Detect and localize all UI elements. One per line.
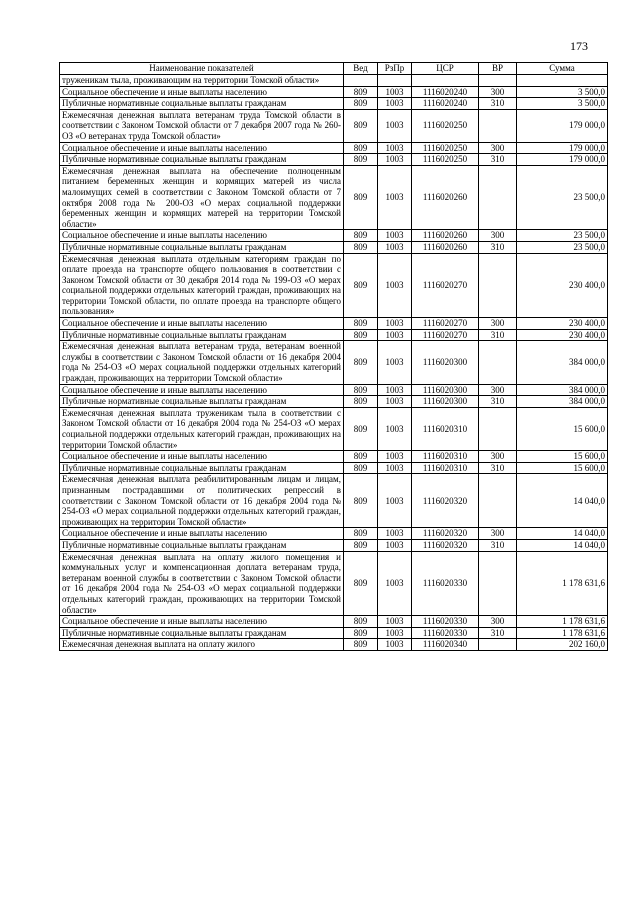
table-row: [60, 474, 608, 528]
cell-vr: [479, 474, 517, 528]
cell-csr: 1116020330: [412, 627, 479, 639]
cell-name: Социальное обеспечение и иные выплаты населению: [60, 384, 344, 396]
cell-ved: 809: [344, 98, 378, 110]
cell-csr: 1116020310: [412, 451, 479, 463]
cell-ved: 809: [344, 341, 378, 384]
cell-csr: 1116020320: [412, 539, 479, 551]
cell-name: Ежемесячная денежная выплата на оплату жилого: [60, 639, 344, 651]
cell-csr: 1116020330: [412, 551, 479, 616]
cell-vr: [479, 341, 517, 384]
cell-rzpr: 1003: [378, 616, 412, 628]
cell-rzpr: 1003: [378, 407, 412, 450]
cell-ved: 809: [344, 109, 378, 142]
budget-table: [59, 62, 608, 651]
cell-vr: 310: [479, 329, 517, 341]
header-vr: ВР: [479, 63, 517, 75]
cell-vr: 310: [479, 98, 517, 110]
cell-name: Социальное обеспечение и иные выплаты населению: [60, 451, 344, 463]
cell-ved: 809: [344, 474, 378, 528]
cell-name: Публичные нормативные социальные выплаты гражданам: [60, 329, 344, 341]
header-name: Наименование показателей: [60, 63, 344, 75]
cell-rzpr: 1003: [378, 329, 412, 341]
cell-sum: 1 178 631,6: [517, 627, 608, 639]
cell-csr: 1116020320: [412, 474, 479, 528]
cell-ved: 809: [344, 627, 378, 639]
table-row: [60, 616, 608, 628]
cell-name: Публичные нормативные социальные выплаты гражданам: [60, 154, 344, 166]
cell-sum: 230 400,0: [517, 253, 608, 318]
cell-vr: 310: [479, 241, 517, 253]
cell-rzpr: 1003: [378, 241, 412, 253]
table-row: [60, 154, 608, 166]
cell-csr: 1116020330: [412, 616, 479, 628]
cell-sum: 230 400,0: [517, 318, 608, 330]
cell-rzpr: 1003: [378, 528, 412, 540]
cell-rzpr: 1003: [378, 396, 412, 408]
cell-rzpr: 1003: [378, 539, 412, 551]
cell-vr: 310: [479, 627, 517, 639]
cell-rzpr: 1003: [378, 154, 412, 166]
table-row: [60, 142, 608, 154]
header-sum: Сумма: [517, 63, 608, 75]
cell-vr: 300: [479, 616, 517, 628]
cell-name: Публичные нормативные социальные выплаты гражданам: [60, 396, 344, 408]
cell-csr: 1116020320: [412, 528, 479, 540]
cell-csr: 1116020300: [412, 384, 479, 396]
cell-rzpr: 1003: [378, 230, 412, 242]
cell-name: Ежемесячная денежная выплата ветеранам труда, ветеранам военной службы в соответствии с Законом Томской области от 16 декабря 2004 года № 254-ОЗ «О мерах социальной поддержки отдельных категорий граждан, проживающих на территории Томской области»: [60, 341, 344, 384]
cell-name: Публичные нормативные социальные выплаты гражданам: [60, 627, 344, 639]
cell-ved: 809: [344, 165, 378, 230]
cell-csr: 1116020340: [412, 639, 479, 651]
table-row: [60, 75, 608, 87]
cell-csr: 1116020250: [412, 154, 479, 166]
table-row: [60, 551, 608, 616]
cell-vr: [479, 551, 517, 616]
cell-csr: 1116020240: [412, 86, 479, 98]
cell-name: Ежемесячная денежная выплата реабилитированным лицам и лицам, признанным пострадавшими от политических репрессий в соответствии с Законом Томской области от 16 декабря 2004 года № 254-ОЗ «О мерах социальной поддержки отдельных категорий граждан, проживающих на территории Томской области»: [60, 474, 344, 528]
cell-csr: 1116020270: [412, 253, 479, 318]
cell-vr: 300: [479, 230, 517, 242]
cell-sum: 230 400,0: [517, 329, 608, 341]
cell-ved: 809: [344, 318, 378, 330]
cell-ved: 809: [344, 639, 378, 651]
cell-sum: 23 500,0: [517, 165, 608, 230]
table-row: [60, 341, 608, 384]
table-row: [60, 407, 608, 450]
cell-rzpr: 1003: [378, 98, 412, 110]
cell-sum: 384 000,0: [517, 396, 608, 408]
cell-vr: [479, 407, 517, 450]
cell-sum: 3 500,0: [517, 98, 608, 110]
table-row: [60, 384, 608, 396]
cell-vr: 300: [479, 318, 517, 330]
cell-sum: 14 040,0: [517, 528, 608, 540]
cell-ved: 809: [344, 539, 378, 551]
cell-vr: 310: [479, 462, 517, 474]
cell-vr: [479, 253, 517, 318]
header-csr: ЦСР: [412, 63, 479, 75]
cell-vr: [479, 165, 517, 230]
cell-vr: 300: [479, 528, 517, 540]
cell-rzpr: 1003: [378, 318, 412, 330]
cell-vr: 300: [479, 142, 517, 154]
cell-ved: 809: [344, 253, 378, 318]
table-row: [60, 639, 608, 651]
cell-name: Социальное обеспечение и иные выплаты населению: [60, 230, 344, 242]
cell-vr: 310: [479, 396, 517, 408]
cell-ved: 809: [344, 142, 378, 154]
cell-sum: 15 600,0: [517, 462, 608, 474]
cell-rzpr: 1003: [378, 142, 412, 154]
cell-csr: 1116020300: [412, 341, 479, 384]
cell-vr: [479, 109, 517, 142]
cell-vr: 310: [479, 154, 517, 166]
cell-name: труженикам тыла, проживающим на территории Томской области»: [60, 75, 344, 87]
cell-rzpr: 1003: [378, 253, 412, 318]
table-row: [60, 241, 608, 253]
cell-ved: [344, 75, 378, 87]
cell-ved: 809: [344, 451, 378, 463]
cell-sum: 202 160,0: [517, 639, 608, 651]
table-row: [60, 165, 608, 230]
cell-name: Публичные нормативные социальные выплаты гражданам: [60, 98, 344, 110]
table-row: [60, 462, 608, 474]
page-number: 173: [570, 39, 588, 53]
table-row: [60, 396, 608, 408]
cell-sum: 384 000,0: [517, 341, 608, 384]
cell-name: Публичные нормативные социальные выплаты гражданам: [60, 462, 344, 474]
cell-name: Социальное обеспечение и иные выплаты населению: [60, 86, 344, 98]
cell-sum: 1 178 631,6: [517, 551, 608, 616]
cell-csr: 1116020270: [412, 329, 479, 341]
cell-name: Публичные нормативные социальные выплаты гражданам: [60, 539, 344, 551]
table-row: [60, 451, 608, 463]
cell-sum: 1 178 631,6: [517, 616, 608, 628]
table-body: [60, 75, 608, 651]
cell-sum: 15 600,0: [517, 451, 608, 463]
cell-rzpr: 1003: [378, 551, 412, 616]
table-row: [60, 539, 608, 551]
table-row: [60, 329, 608, 341]
cell-rzpr: 1003: [378, 639, 412, 651]
cell-rzpr: 1003: [378, 627, 412, 639]
cell-rzpr: 1003: [378, 165, 412, 230]
cell-sum: [517, 75, 608, 87]
cell-vr: 310: [479, 539, 517, 551]
cell-name: Ежемесячная денежная выплата отдельным категориям граждан по оплате проезда на транспорте общего пользования в соответствии с Законом Томской области от 30 декабря 2014 года № 199-ОЗ «О мерах социальной поддержки отдельных категорий граждан, проживающих на территории Томской области, по оплате проезда на транспорте общего пользования»: [60, 253, 344, 318]
cell-ved: 809: [344, 384, 378, 396]
cell-sum: 14 040,0: [517, 539, 608, 551]
cell-rzpr: 1003: [378, 451, 412, 463]
cell-ved: 809: [344, 154, 378, 166]
cell-vr: 300: [479, 384, 517, 396]
cell-name: Ежемесячная денежная выплата труженикам тыла в соответствии с Законом Томской области от 16 декабря 2004 года № 254-ОЗ «О мерах социальной поддержки отдельных категорий граждан, проживающих на территории Томской области»: [60, 407, 344, 450]
cell-vr: [479, 639, 517, 651]
cell-ved: 809: [344, 230, 378, 242]
cell-ved: 809: [344, 241, 378, 253]
cell-csr: 1116020250: [412, 142, 479, 154]
cell-csr: 1116020250: [412, 109, 479, 142]
cell-vr: 300: [479, 451, 517, 463]
table-row: [60, 98, 608, 110]
table-row: [60, 253, 608, 318]
cell-rzpr: 1003: [378, 341, 412, 384]
table-header-row: [60, 63, 608, 75]
cell-name: Социальное обеспечение и иные выплаты населению: [60, 318, 344, 330]
cell-csr: 1116020300: [412, 396, 479, 408]
cell-sum: 179 000,0: [517, 142, 608, 154]
cell-csr: 1116020310: [412, 462, 479, 474]
cell-rzpr: 1003: [378, 109, 412, 142]
cell-vr: [479, 75, 517, 87]
table-row: [60, 109, 608, 142]
cell-csr: [412, 75, 479, 87]
cell-sum: 179 000,0: [517, 109, 608, 142]
cell-name: Ежемесячная денежная выплата на оплату жилого помещения и коммунальных услуг и компенсационная доплата ветеранам труда, ветеранам военной службы в соответствии с Законом Томской области от 16 декабря 2004 года № 254-ОЗ «О мерах социальной поддержки отдельных категорий граждан, проживающих на территории Томской области»: [60, 551, 344, 616]
cell-csr: 1116020310: [412, 407, 479, 450]
cell-ved: 809: [344, 396, 378, 408]
cell-rzpr: 1003: [378, 474, 412, 528]
cell-name: Социальное обеспечение и иные выплаты населению: [60, 528, 344, 540]
header-rzpr: РзПр: [378, 63, 412, 75]
cell-name: Ежемесячная денежная выплата ветеранам труда Томской области в соответствии с Законом Томской области от 7 декабря 2007 года № 260-ОЗ «О ветеранах труда Томской области»: [60, 109, 344, 142]
cell-ved: 809: [344, 616, 378, 628]
cell-sum: 3 500,0: [517, 86, 608, 98]
cell-name: Ежемесячная денежная выплата на обеспечение полноценным питанием беременных женщин и кормящих матерей из числа малоимущих семей в соответствии с Законом Томской области от 7 октября 2008 года № 200-ОЗ «О мерах социальной поддержки беременных женщин и кормящих матерей на территории Томской области»: [60, 165, 344, 230]
header-ved: Вед: [344, 63, 378, 75]
cell-csr: 1116020260: [412, 241, 479, 253]
cell-rzpr: 1003: [378, 86, 412, 98]
cell-name: Социальное обеспечение и иные выплаты населению: [60, 616, 344, 628]
table-row: [60, 627, 608, 639]
table-row: [60, 318, 608, 330]
cell-rzpr: [378, 75, 412, 87]
cell-name: Социальное обеспечение и иные выплаты населению: [60, 142, 344, 154]
cell-csr: 1116020260: [412, 230, 479, 242]
table-row: [60, 86, 608, 98]
cell-sum: 179 000,0: [517, 154, 608, 166]
cell-ved: 809: [344, 407, 378, 450]
cell-ved: 809: [344, 551, 378, 616]
cell-sum: 23 500,0: [517, 241, 608, 253]
table-row: [60, 528, 608, 540]
cell-sum: 15 600,0: [517, 407, 608, 450]
cell-sum: 14 040,0: [517, 474, 608, 528]
table-row: [60, 230, 608, 242]
cell-rzpr: 1003: [378, 462, 412, 474]
cell-csr: 1116020260: [412, 165, 479, 230]
cell-ved: 809: [344, 528, 378, 540]
cell-ved: 809: [344, 329, 378, 341]
cell-csr: 1116020270: [412, 318, 479, 330]
cell-csr: 1116020240: [412, 98, 479, 110]
cell-name: Публичные нормативные социальные выплаты гражданам: [60, 241, 344, 253]
cell-rzpr: 1003: [378, 384, 412, 396]
cell-vr: 300: [479, 86, 517, 98]
cell-ved: 809: [344, 86, 378, 98]
cell-sum: 384 000,0: [517, 384, 608, 396]
cell-sum: 23 500,0: [517, 230, 608, 242]
cell-ved: 809: [344, 462, 378, 474]
